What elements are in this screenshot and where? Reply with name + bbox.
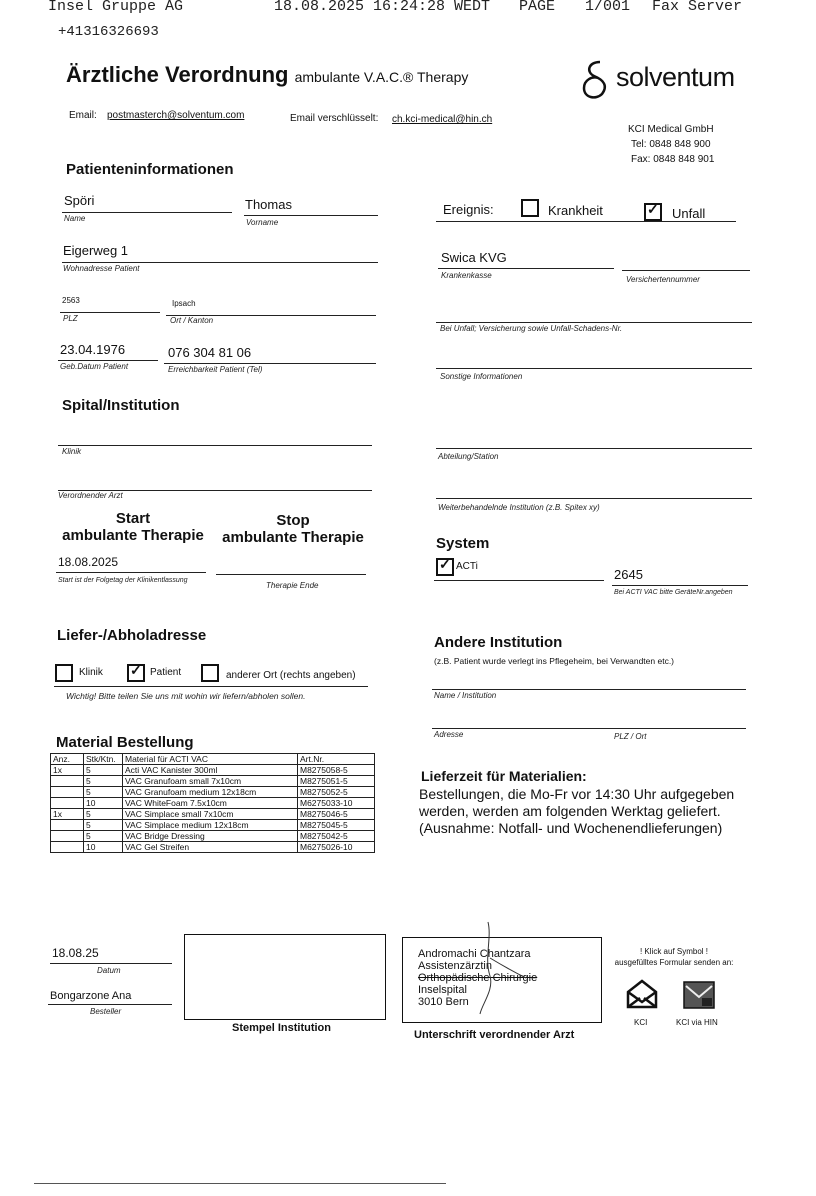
event-label: Ereignis: <box>443 202 494 217</box>
fax-phone: +41316326693 <box>58 24 159 40</box>
email-label: Email: <box>69 110 97 121</box>
doctor-signature-scribble <box>470 918 530 1018</box>
patient-section-title: Patienteninformationen <box>66 161 234 178</box>
material-cell <box>51 842 84 853</box>
material-cell: M8275051-5 <box>298 776 375 787</box>
material-header-cell: Stk/Ktn. <box>84 754 123 765</box>
material-cell: VAC Granufoam medium 12x18cm <box>123 787 298 798</box>
material-cell: VAC Simplace small 7x10cm <box>123 809 298 820</box>
material-cell: VAC Gel Streifen <box>123 842 298 853</box>
patient-plz-label: PLZ <box>63 314 78 323</box>
patient-tel-value[interactable]: 076 304 81 06 <box>168 345 252 360</box>
andere-adresse-label: Adresse <box>434 730 464 739</box>
delivery-section-title: Liefer-/Abholadresse <box>57 627 207 644</box>
unfall-label: Unfall <box>672 206 706 221</box>
kci-mail-icon[interactable] <box>624 978 660 1010</box>
doctor-stamp: Andromachi Chantzara Assistenzärztin Orthopädische Chirurgie Inselspital 3010 Bern <box>418 948 538 1008</box>
doctor-signature-label: Unterschrift verordnender Arzt <box>414 1029 575 1041</box>
hin-label: KCI via HIN <box>676 1018 718 1027</box>
material-cell: M8275046-5 <box>298 809 375 820</box>
material-cell: VAC Bridge Dressing <box>123 831 298 842</box>
material-cell <box>51 820 84 831</box>
delivery-other-label: anderer Ort (rechts angeben) <box>226 670 356 681</box>
company-tel: Tel: 0848 848 900 <box>631 139 711 150</box>
material-cell: Acti VAC Kanister 300ml <box>123 765 298 776</box>
delivery-klinik-checkbox[interactable] <box>55 664 73 682</box>
patient-ort-value[interactable]: Ipsach <box>172 299 196 308</box>
company-name: KCI Medical GmbH <box>628 124 714 135</box>
sign-date-label: Datum <box>97 966 121 975</box>
material-cell: VAC Simplace medium 12x18cm <box>123 820 298 831</box>
patient-name-label: Name <box>64 214 86 223</box>
krankheit-checkbox[interactable] <box>521 199 539 217</box>
fax-page: 1/001 <box>585 0 631 15</box>
besteller-label: Besteller <box>90 1007 122 1016</box>
acti-label: ACTi <box>456 561 478 572</box>
material-cell: VAC Granufoam small 7x10cm <box>123 776 298 787</box>
kci-label: KCI <box>634 1018 648 1027</box>
patient-address-value[interactable]: Eigerweg 1 <box>63 243 129 258</box>
material-row <box>51 776 375 787</box>
material-cell: M8275042-5 <box>298 831 375 842</box>
material-cell <box>51 831 84 842</box>
acti-checkbox[interactable] <box>436 558 454 576</box>
material-row <box>51 765 375 776</box>
patient-ort-label: Ort / Kanton <box>170 316 214 325</box>
material-row <box>51 842 375 853</box>
material-cell <box>51 787 84 798</box>
material-cell: 5 <box>84 787 123 798</box>
fax-page-label: PAGE <box>519 0 556 15</box>
spital-section-title: Spital/Institution <box>62 397 180 414</box>
andere-plz-label: PLZ / Ort <box>614 732 647 741</box>
solventum-logo <box>578 58 614 107</box>
stop-therapy-title: Stop ambulante Therapie <box>222 512 364 546</box>
klinik-label: Klinik <box>62 447 82 456</box>
material-cell: 10 <box>84 798 123 809</box>
patient-dob-value[interactable]: 23.04.1976 <box>60 342 126 357</box>
delivery-other-checkbox[interactable] <box>201 664 219 682</box>
material-row <box>51 787 375 798</box>
company-fax: Fax: 0848 848 901 <box>631 154 715 165</box>
sign-date-value[interactable]: 18.08.25 <box>52 946 99 960</box>
patient-vorname-label: Vorname <box>246 218 279 227</box>
material-cell: VAC WhiteFoam 7.5x10cm <box>123 798 298 809</box>
krankheit-label: Krankheit <box>548 203 603 218</box>
andere-note: (z.B. Patient wurde verlegt ins Pflegeheim, bei Verwandten etc.) <box>434 656 675 666</box>
material-cell: 5 <box>84 776 123 787</box>
material-cell: 5 <box>84 809 123 820</box>
device-label: Bei ACTI VAC bitte GeräteNr.angeben <box>614 589 733 596</box>
andere-section-title: Andere Institution <box>434 634 563 651</box>
patient-dob-label: Geb.Datum Patient <box>60 362 129 371</box>
delivery-patient-label: Patient <box>150 667 182 678</box>
material-cell: M6275026-10 <box>298 842 375 853</box>
material-section-title: Material Bestellung <box>56 734 194 751</box>
andere-name-label: Name / Institution <box>434 691 497 700</box>
system-section-title: System <box>436 535 490 552</box>
solventum-mark-icon <box>578 58 614 102</box>
delivery-note: Wichtig! Bitte teilen Sie uns mit wohin wir liefern/abholen sollen. <box>66 691 306 701</box>
patient-tel-label: Erreichbarkeit Patient (Tel) <box>168 365 263 374</box>
delivery-klinik-label: Klinik <box>79 667 103 678</box>
page-title <box>66 62 468 88</box>
device-no-value[interactable]: 2645 <box>614 567 643 582</box>
insured-no-label: Versichertennummer <box>626 275 700 284</box>
insurer-value[interactable]: Swica KVG <box>441 250 507 265</box>
abteilung-label: Abteilung/Station <box>438 452 499 461</box>
material-cell: 1x <box>51 809 84 820</box>
material-cell: M6275033-10 <box>298 798 375 809</box>
material-row <box>51 831 375 842</box>
material-table <box>50 753 375 853</box>
lieferzeit-title: Lieferzeit für Materialien: <box>421 768 587 784</box>
material-row <box>51 798 375 809</box>
material-cell <box>51 798 84 809</box>
insurer-label: Krankenkasse <box>441 271 492 280</box>
weiter-label: Weiterbehandelnde Institution (z.B. Spitex xy) <box>438 503 600 512</box>
unfall-checkbox[interactable] <box>644 203 662 221</box>
hin-mail-icon[interactable] <box>682 980 716 1010</box>
material-cell: 1x <box>51 765 84 776</box>
start-label: Start ist der Folgetag der Klinikentlassung <box>58 577 188 584</box>
material-cell: 5 <box>84 820 123 831</box>
patient-vorname-value[interactable]: Thomas <box>245 197 292 212</box>
material-cell: 5 <box>84 765 123 776</box>
material-row <box>51 809 375 820</box>
besteller-value[interactable]: Bongarzone Ana <box>50 990 132 1002</box>
logo-text: solventum <box>616 62 735 92</box>
enc-email-label: Email verschlüsselt: <box>290 113 379 124</box>
other-info-label: Sonstige Informationen <box>440 372 523 381</box>
stamp-box[interactable] <box>184 934 386 1020</box>
fax-sender: Insel Gruppe AG <box>48 0 184 15</box>
email-link[interactable]: postmasterch@solventum.com <box>107 110 245 121</box>
stop-label: Therapie Ende <box>266 581 319 590</box>
arzt-label: Verordnender Arzt <box>58 491 123 500</box>
material-cell <box>51 776 84 787</box>
material-row <box>51 820 375 831</box>
material-header-cell: Art.Nr. <box>298 754 375 765</box>
material-header-cell: Anz. <box>51 754 84 765</box>
delivery-patient-checkbox[interactable] <box>127 664 145 682</box>
accident-label: Bei Unfall; Versicherung sowie Unfall-Schadens-Nr. <box>440 324 623 333</box>
start-date-value[interactable]: 18.08.2025 <box>58 555 119 569</box>
material-cell: M8275058-5 <box>298 765 375 776</box>
material-cell: 10 <box>84 842 123 853</box>
lieferzeit-text: Bestellungen, die Mo-Fr vor 14:30 Uhr aufgegeben werden, werden am folgenden Werktag geliefert. (Ausnahme: Notfall- und Wochenendlieferungen) <box>419 786 735 836</box>
title-main: Ärztliche Verordnung <box>66 62 289 87</box>
fax-datetime: 18.08.2025 16:24:28 WEDT <box>274 0 491 15</box>
enc-email-link[interactable]: ch.kci-medical@hin.ch <box>392 114 493 125</box>
start-therapy-title: Start ambulante Therapie <box>62 510 204 544</box>
material-table-wrap <box>50 753 375 853</box>
send-hint: ! Klick auf Symbol ! ausgefülltes Formular senden an: <box>614 947 734 967</box>
material-header-cell: Material für ACTI VAC <box>123 754 298 765</box>
fax-server: Fax Server <box>652 0 743 15</box>
patient-address-label: Wohnadresse Patient <box>63 264 140 273</box>
title-sub: ambulante V.A.C.® Therapy <box>294 69 469 85</box>
patient-name-value[interactable]: Spöri <box>64 193 95 208</box>
material-cell: M8275045-5 <box>298 820 375 831</box>
patient-plz-value[interactable]: 2563 <box>62 296 80 305</box>
material-cell: 5 <box>84 831 123 842</box>
stamp-label: Stempel Institution <box>232 1022 331 1034</box>
material-cell: M8275052-5 <box>298 787 375 798</box>
